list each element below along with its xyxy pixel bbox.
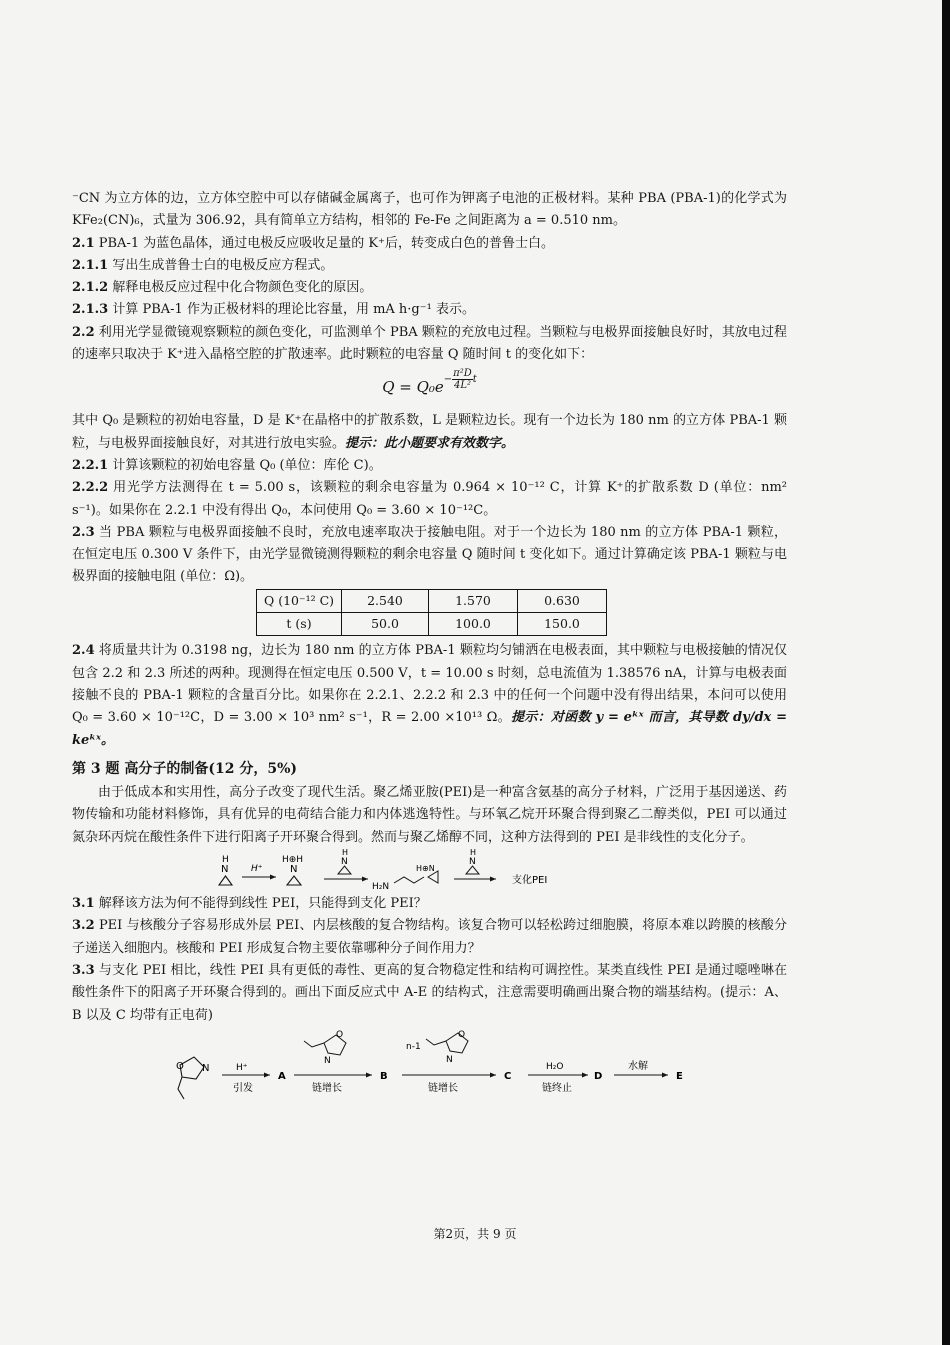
h-label: H [342, 849, 349, 858]
question-text: 计算该颗粒的初始电容量 Q₀ (单位：库伦 C)。 [108, 457, 382, 473]
table-cell: 150.0 [518, 613, 607, 636]
h2n-label: H₂N [372, 882, 390, 893]
question-2-2-1 [72, 455, 787, 477]
hint-text: 提示：此小题要求有效数字。 [345, 435, 515, 451]
section-3-intro: 由于低成本和实用性，高分子改变了现代生活。聚乙烯亚胺(PEI)是一种富含氨基的高分子材料，广泛用于基因递送、药物传输和功能材料修饰，具有优异的电荷结合能力和内体逃逸特性。与环氧乙烷开环聚合得到聚乙二醇类似，PEI 可以通过氮杂环丙烷在酸性条件下进行阳离子开环聚合得到。然而与聚乙烯醇不同，这种方法得到的 PEI 是非线性的支化分子。 [72, 785, 787, 845]
question-number: 3.3 [72, 962, 95, 978]
exponent-numerator: π²D [453, 368, 472, 380]
reaction-arrow-icon [614, 1059, 668, 1078]
aminoethyl-aziridinium-icon [372, 864, 438, 892]
question-2-2-2 [72, 477, 787, 522]
explanation-text: 其中 Q₀ 是颗粒的初始电容量，D 是 K⁺在晶格中的扩散系数，L 是颗粒边长。现有一个边长为 180 nm 的立方体 PBA-1 颗粒，与电极界面接触良好，对其进行放电实验。 [72, 413, 787, 451]
question-text: 写出生成普鲁士白的电极反应方程式。 [108, 257, 334, 273]
question-text: 将质量共计为 0.3198 ng，边长为 180 nm 的立方体 PBA-1 颗粒均匀铺洒在电极表面，其中颗粒与电极接触的情况仅包含 2.2 和 2.3 所述的两种。现测得在恒定电压 0.500 V，t = 10.00 s 时刻，总电流值为 1.38576 nA，计算与电极表面接触不良的 PBA-1 颗粒的含量百分比。如果你在 2.2.1、2.2.2 和 2.3 中的任何一个问题中没有得出结果，本问可以使用 Q₀ = 3.60 × 10⁻¹²C，D = 3.00 × 10³ nm² s⁻¹，R = 2.00 ×10¹³ Ω。 [72, 643, 787, 726]
exponent-sign: − [443, 374, 453, 386]
exponent-fraction [452, 368, 473, 391]
aziridinium-icon [282, 855, 303, 885]
capacity-time-table [256, 589, 607, 637]
question-number: 2.3 [72, 524, 95, 540]
question-text: 解释电极反应过程中化合物颜色变化的原因。 [108, 280, 373, 296]
compound-c-label: C [504, 1070, 512, 1082]
formula-exponent [444, 368, 477, 391]
table-cell: 50.0 [342, 613, 429, 636]
o-label: O [336, 1029, 344, 1040]
reaction-arrow-icon [222, 1063, 270, 1094]
page-content [72, 188, 787, 1121]
oxazoline-icon [402, 1030, 496, 1094]
n-label: N [341, 857, 348, 868]
table-cell: 100.0 [429, 613, 518, 636]
question-2-1-2 [72, 277, 787, 299]
question-text: 计算 PBA-1 作为正极材料的理论比容量，用 mA h·g⁻¹ 表示。 [108, 302, 475, 318]
n-label: N [446, 1054, 453, 1065]
formula-explanation [72, 410, 787, 455]
h-label: H [222, 855, 229, 866]
question-text: PEI 与核酸分子容易形成外层 PEI、内层核酸的复合物结构。该复合物可以轻松跨过细胞膜，将原本难以跨膜的核酸分子递送入细胞内。核酸和 PEI 形成复合物主要依靠哪种分子间作用力？ [72, 918, 787, 956]
question-text: 用光学方法测得在 t = 5.00 s，该颗粒的剩余电容量为 0.964 × 10⁻¹² C，计算 K⁺的扩散系数 D (单位：nm² s⁻¹)。如果你在 2.2.1 中没有得出 Q₀，本问使用 Q₀ = 3.60 × 10⁻¹²C。 [72, 480, 787, 518]
question-3-3 [72, 960, 787, 1027]
table-cell: 0.630 [518, 589, 607, 612]
question-2-1-3 [72, 299, 787, 321]
initiation-label: 引发 [233, 1082, 253, 1094]
question-3-2 [72, 915, 787, 960]
question-number: 2.1.1 [72, 257, 109, 273]
reaction-arrow-icon [242, 864, 276, 880]
question-2-4 [72, 640, 787, 751]
o-label: O [176, 1060, 184, 1072]
compound-e-label: E [676, 1070, 683, 1082]
reaction-arrow-icon [528, 1062, 588, 1094]
scan-edge [942, 0, 950, 1345]
question-number: 2.2.1 [72, 457, 109, 473]
o-label: O [458, 1029, 466, 1040]
table-cell: 1.570 [429, 589, 518, 612]
question-number: 2.2.2 [72, 480, 109, 496]
question-text: 解释该方法为何不能得到线性 PEI，只能得到支化 PEI？ [94, 896, 427, 912]
aziridine-icon [454, 849, 496, 882]
h-plus-label: H⁺ [251, 864, 263, 875]
compound-d-label: D [594, 1070, 603, 1082]
exponent-t: t [472, 374, 477, 386]
nh-plus-label: H⊕H [282, 855, 304, 866]
question-2-1 [72, 233, 787, 255]
n-label: N [221, 864, 229, 876]
question-number: 2.2 [72, 324, 95, 340]
n-minus-1-label: n-1 [406, 1041, 421, 1052]
question-text: 当 PBA 颗粒与电极界面接触不良时，充放电速率取决于接触电阻。对于一个边长为 180 nm 的立方体 PBA-1 颗粒，在恒定电压 0.300 V 条件下，由光学显微镜测得颗粒的剩余电容量 Q 随时间 t 变化如下。通过计算确定该 PBA-1 颗粒与电极界面的接触电阻 (单位：Ω)。 [72, 524, 787, 585]
table-row [257, 613, 607, 636]
exponent-denominator: 4L² [453, 380, 471, 392]
question-text: 利用光学显微镜观察颗粒的颜色变化，可监测单个 PBA 颗粒的充放电过程。当颗粒与电极界面接触良好时，其放电过程的速率只取决于 K⁺进入晶格空腔的扩散速率。此时颗粒的电容量 Q 随时间 t 的变化如下： [72, 324, 787, 363]
h-plus-label: H⁺ [236, 1062, 248, 1073]
oxazoline-icon [294, 1030, 372, 1094]
hn-plus-label: H⊕N [416, 864, 435, 874]
intro-paragraph: ⁻CN 为立方体的边，立方体空腔中可以存储碱金属离子，也可作为钾离子电池的正极材料。某种 PBA (PBA-1)的化学式为 KFe₂(CN)₆，式量为 306.92，具有简单立方结构，相邻的 Fe-Fe 之间距离为 a = 0.510 nm。 [72, 191, 787, 229]
n-label: N [324, 1055, 331, 1066]
aziridine-polymerization-scheme [72, 849, 787, 893]
compound-a-label: A [278, 1070, 286, 1082]
question-number: 3.1 [72, 896, 95, 912]
question-number: 2.1.3 [72, 302, 109, 318]
page-footer: 第2页，共 9 页 [433, 1227, 517, 1241]
table-row [257, 589, 607, 612]
question-text: 与支化 PEI 相比，线性 PEI 具有更低的毒性、更高的复合物稳定性和结构可调控性。某类直线性 PEI 是通过噁唑啉在酸性条件下的阳离子开环聚合得到的。画出下面反应式中 A-E 的结构式，注意需要明确画出聚合物的端基结构。(提示：A、B 以及 C 均带有正电荷) [72, 962, 787, 1023]
oxazoline-polymerization-scheme [72, 1029, 787, 1121]
table-header-q: Q (10⁻¹² C) [257, 589, 342, 612]
scheme-2-svg [72, 1029, 787, 1121]
aziridine-icon [324, 849, 368, 882]
propagation-label: 链增长 [428, 1082, 458, 1094]
question-number: 3.2 [72, 918, 95, 934]
hydrolysis-label: 水解 [628, 1060, 648, 1072]
scheme-1-svg [72, 849, 787, 893]
n-label: N [469, 857, 476, 868]
h2o-label: H₂O [546, 1061, 564, 1072]
oxazoline-icon [176, 1057, 209, 1099]
n-label: N [290, 864, 298, 876]
table-cell: 2.540 [342, 589, 429, 612]
question-number: 2.1.2 [72, 280, 109, 296]
compound-b-label: B [380, 1070, 388, 1082]
aziridine-icon [219, 855, 232, 885]
h-label: H [470, 849, 477, 858]
termination-label: 链终止 [542, 1082, 572, 1094]
question-2-3 [72, 522, 787, 589]
formula-main: Q = Q₀e [382, 378, 444, 397]
question-2-1-1 [72, 255, 787, 277]
capacity-formula [72, 370, 787, 404]
question-3-1 [72, 893, 787, 915]
table-header-t: t (s) [257, 613, 342, 636]
branched-pei-label: 支化PEI [512, 875, 548, 887]
question-text: PBA-1 为蓝色晶体，通过电极反应吸收足量的 K⁺后，转变成白色的普鲁士白。 [94, 235, 554, 251]
question-2-2 [72, 322, 787, 367]
hint-text: 提示：对函数 y = eᵏˣ 而言，其导数 dy/dx = keᵏˣ。 [72, 710, 787, 748]
section-3-title: 第 3 题 高分子的制备(12 分，5%) [72, 760, 298, 777]
question-number: 2.1 [72, 235, 95, 251]
question-number: 2.4 [72, 643, 95, 659]
n-label: N [202, 1062, 210, 1074]
propagation-label: 链增长 [312, 1082, 342, 1094]
